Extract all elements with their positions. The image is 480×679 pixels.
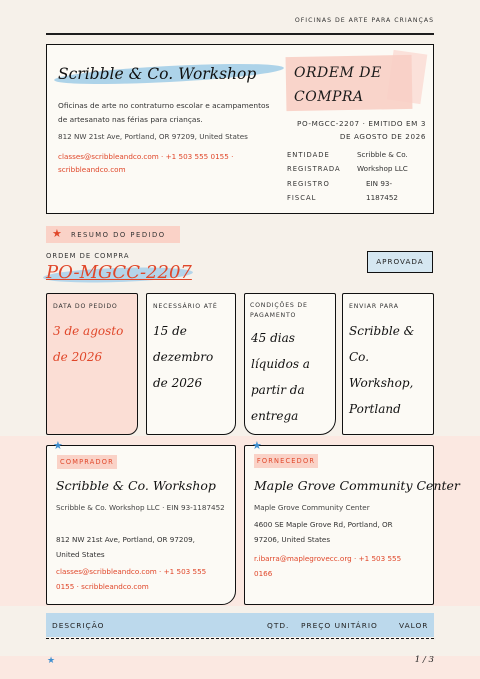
order-date-value: 3 de agosto de 2026 — [53, 324, 124, 364]
order-reference: PO-MGCC-2207 · EMITIDO EM 3 DE AGOSTO DE 2026 — [297, 119, 426, 141]
buyer-tag: COMPRADOR — [57, 455, 117, 469]
order-date-card — [46, 293, 138, 435]
brand-contact[interactable]: classes@scribbleandco.com · +1 503 555 0155 · scribbleandco.com — [58, 152, 234, 174]
due-date-label: NECESSÁRIO ATÉ — [153, 303, 218, 310]
tax-label: REGISTRO FISCAL — [287, 180, 330, 202]
payment-terms-label: CONDIÇÕES DE PAGAMENTO — [250, 302, 308, 319]
po-label: ORDEM DE COMPRA — [46, 252, 130, 260]
star-icon: ★ — [52, 227, 62, 240]
supplier-tag: FORNECEDOR — [254, 454, 318, 468]
brand-address: 812 NW 21st Ave, Portland, OR 97209, United States — [58, 132, 248, 141]
summary-tag-label: RESUMO DO PEDIDO — [71, 231, 166, 239]
page-number: 1 / 3 — [414, 655, 434, 665]
supplier-address: 4600 SE Maple Grove Rd, Portland, OR 97206, United States — [254, 520, 393, 544]
ship-to-card — [342, 293, 434, 435]
col-value: VALOR — [399, 621, 429, 630]
status-badge: APROVADA — [367, 251, 433, 273]
supplier-legal: Maple Grove Community Center — [254, 503, 370, 512]
due-date-card — [146, 293, 236, 435]
supplier-name: Maple Grove Community Center — [254, 478, 460, 493]
ship-to-value: Scribble & Co. Workshop, Portland — [349, 324, 415, 416]
buyer-address: 812 NW 21st Ave, Portland, OR 97209, United States — [56, 535, 195, 559]
doc-category-label: OFICINAS DE ARTE PARA CRIANÇAS — [294, 17, 434, 24]
tax-value: EIN 93-1187452 — [366, 179, 399, 202]
brand-tagline: Oficinas de arte no contraturno escolar e acampamentos de artesanato nas férias para crianças. — [58, 101, 270, 124]
payment-terms-value: 45 dias líquidos a partir da entrega — [251, 331, 310, 423]
po-number: PO-MGCC-2207 — [46, 262, 192, 283]
col-unit-price: PREÇO UNITÁRIO — [301, 621, 378, 630]
buyer-contact[interactable]: classes@scribbleandco.com · +1 503 555 0155 · scribbleandco.com — [56, 567, 207, 591]
supplier-contact[interactable]: r.ibarra@maplegrovecc.org · +1 503 555 0166 — [254, 554, 402, 578]
order-date-label: DATA DO PEDIDO — [53, 303, 118, 310]
ship-to-label: ENVIAR PARA — [349, 303, 399, 310]
star-icon: ★ — [47, 656, 56, 666]
buyer-legal: Scribble & Co. Workshop LLC · EIN 93-1187452 — [56, 503, 225, 512]
order-title: ORDEM DE COMPRA — [294, 65, 382, 105]
due-date-value: 15 de dezembro de 2026 — [153, 324, 214, 390]
star-icon: ★ — [53, 439, 63, 452]
col-quantity: QTD. — [267, 621, 290, 630]
top-rule — [46, 33, 434, 35]
payment-terms-card — [244, 293, 336, 435]
buyer-name: Scribble & Co. Workshop — [56, 478, 216, 493]
entity-value: Scribble & Co. Workshop LLC — [357, 150, 408, 173]
star-icon: ★ — [252, 439, 262, 452]
entity-label: ENTIDADE REGISTRADA — [287, 151, 341, 173]
col-description: DESCRIÇÃO — [52, 621, 105, 630]
table-divider — [46, 638, 434, 639]
brand-name: Scribble & Co. Workshop — [58, 65, 257, 83]
